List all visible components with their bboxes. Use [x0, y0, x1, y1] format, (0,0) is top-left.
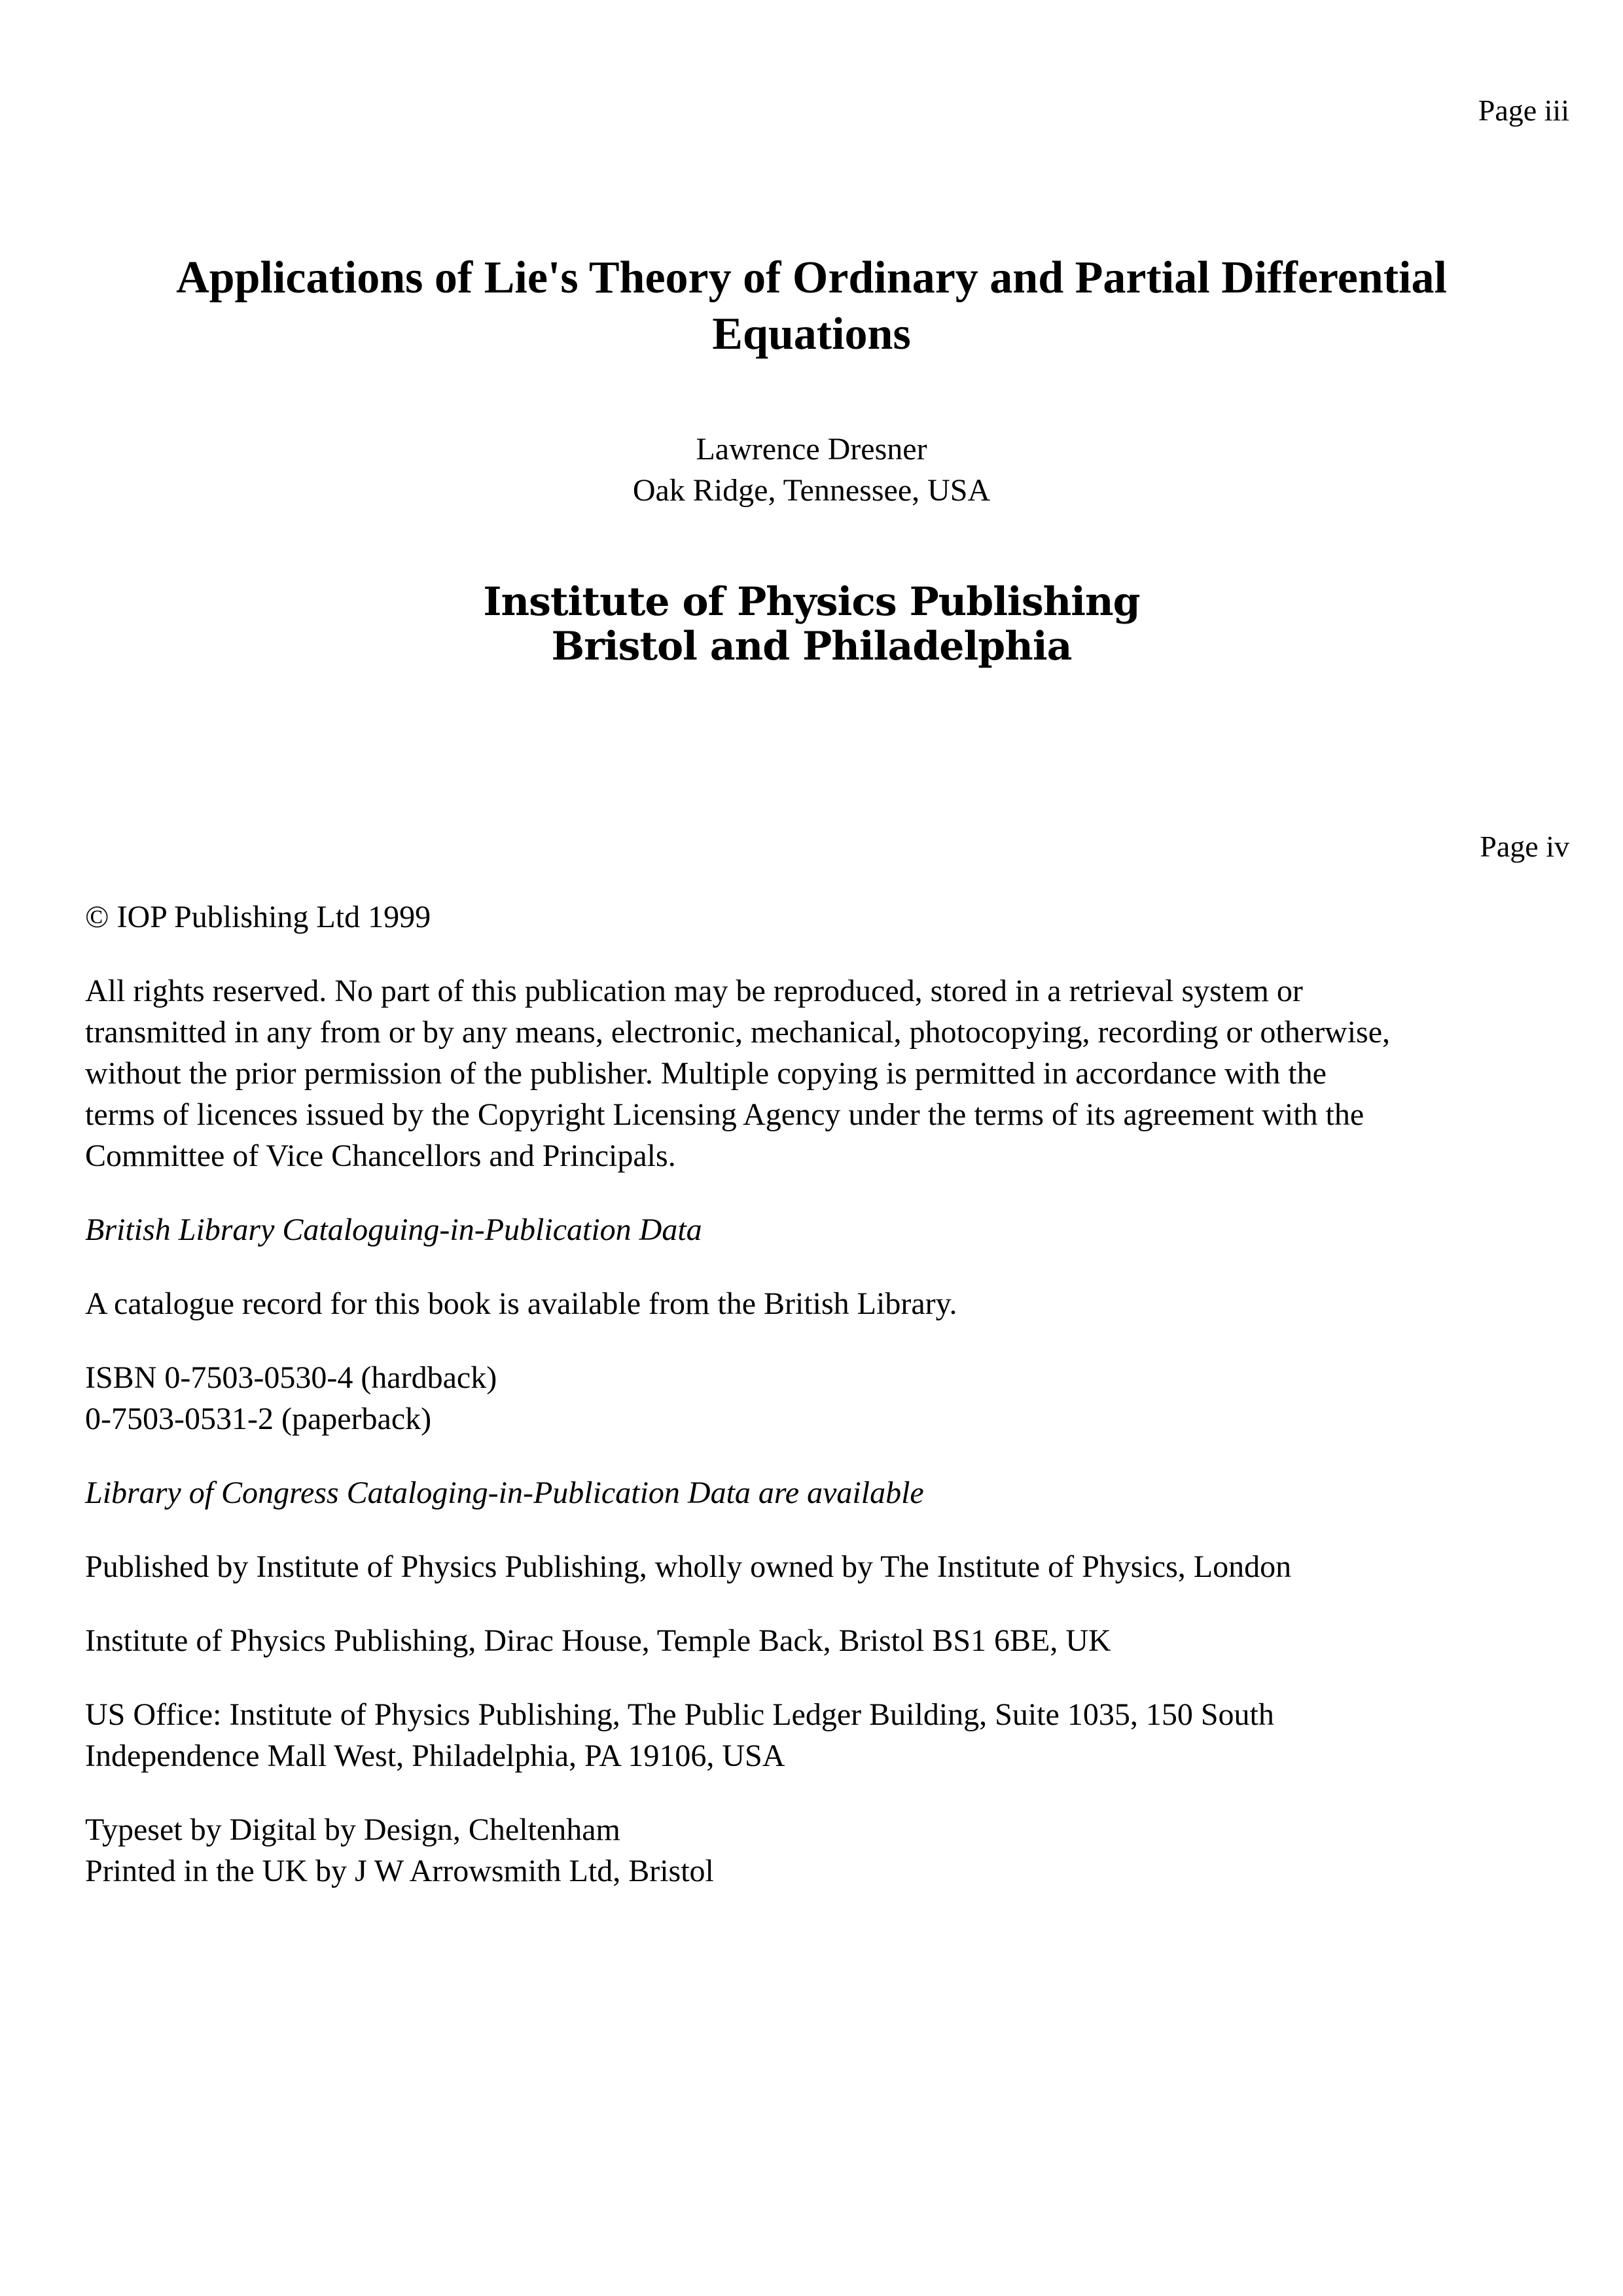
uk-address: Institute of Physics Publishing, Dirac House, Temple Back, Bristol BS1 6BE, UK [85, 1623, 1111, 1658]
publisher-logo [0, 580, 1623, 669]
us-office-line: Independence Mall West, Philadelphia, PA 19106, USA [85, 1739, 785, 1773]
author-location: Oak Ridge, Tennessee, USA [632, 473, 991, 508]
book-title-line-2: Equations [712, 309, 911, 359]
rights-line: All rights reserved. No part of this publication may be reproduced, stored in a retrieval system or [85, 974, 1303, 1008]
published-by: Published by Institute of Physics Publishing, wholly owned by The Institute of Physics, London [85, 1549, 1292, 1584]
rights-line: terms of licences issued by the Copyright Licensing Agency under the terms of its agreement with the [85, 1097, 1364, 1132]
book-title-line-1: Applications of Lie's Theory of Ordinary and Partial Differential [176, 253, 1447, 303]
author-block [0, 429, 1623, 511]
isbn-hardback: ISBN 0-7503-0530-4 (hardback) [85, 1360, 497, 1395]
typeset-by: Typeset by Digital by Design, Cheltenham [85, 1812, 620, 1847]
us-office-line: US Office: Institute of Physics Publishing, The Public Ledger Building, Suite 1035, 150 South [85, 1697, 1274, 1732]
publisher-logo-line-1: Institute of Physics Publishing [483, 579, 1140, 625]
page-number-iii: Page iii [1478, 94, 1569, 127]
book-title [85, 250, 1538, 362]
catalogue-record: A catalogue record for this book is available from the British Library. [85, 1286, 957, 1321]
page-number-iv: Page iv [1480, 830, 1569, 863]
author-name: Lawrence Dresner [696, 432, 927, 467]
rights-line: without the prior permission of the publisher. Multiple copying is permitted in accordance with the [85, 1056, 1327, 1091]
printed-by: Printed in the UK by J W Arrowsmith Ltd, Bristol [85, 1854, 714, 1888]
isbn-paperback: 0-7503-0531-2 (paperback) [85, 1402, 432, 1436]
copyright-line: © IOP Publishing Ltd 1999 [85, 900, 431, 934]
library-of-congress-note: Library of Congress Cataloging-in-Publication Data are available [85, 1475, 924, 1510]
copyright-page [85, 896, 1569, 1892]
publisher-logo-line-2: Bristol and Philadelphia [551, 624, 1072, 669]
rights-line: transmitted in any from or by any means, electronic, mechanical, photocopying, recording or otherwise, [85, 1015, 1391, 1050]
british-library-heading: British Library Cataloguing-in-Publication Data [85, 1212, 702, 1247]
rights-line: Committee of Vice Chancellors and Principals. [85, 1139, 676, 1173]
